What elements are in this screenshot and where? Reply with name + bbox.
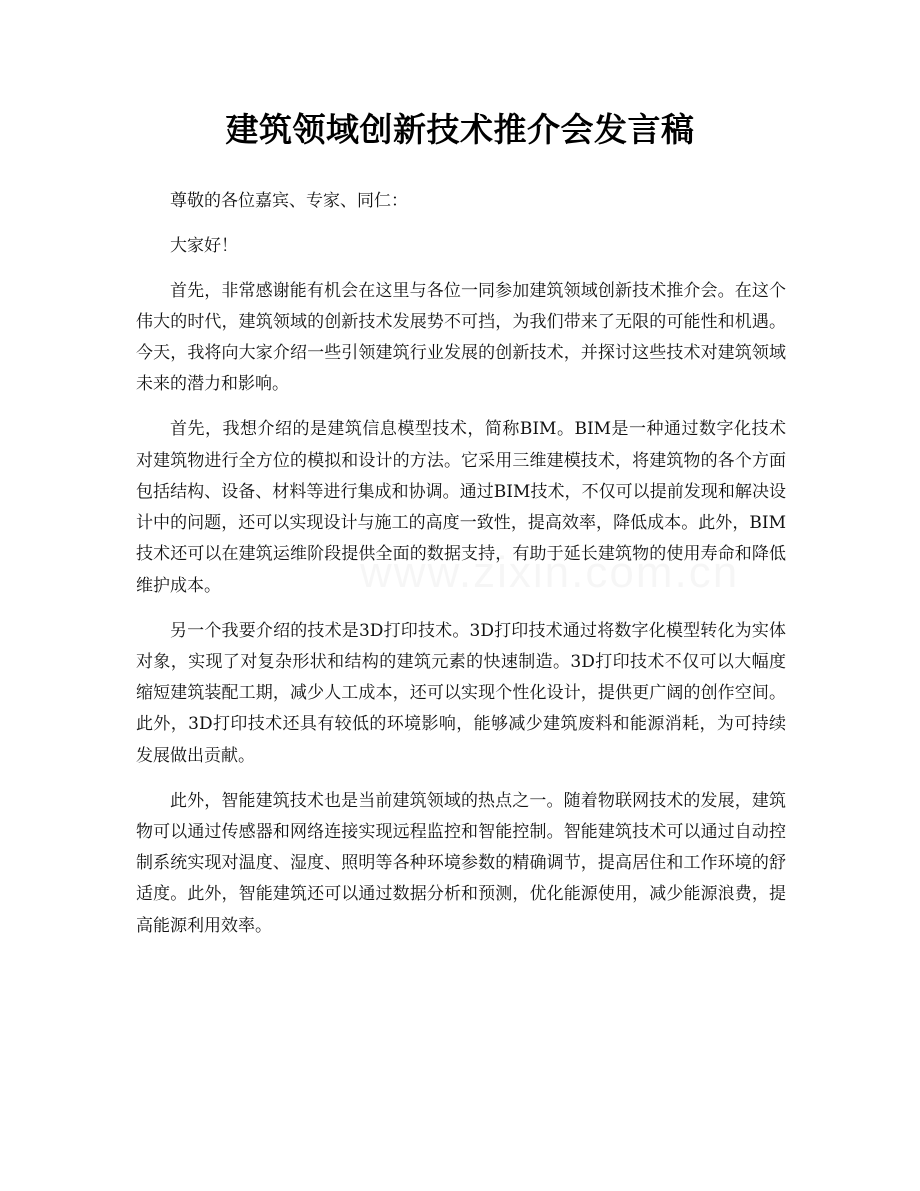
paragraph-intro: 首先，非常感谢能有机会在这里与各位一同参加建筑领域创新技术推介会。在这个伟大的时代，建筑领域的创新技术发展势不可挡，为我们带来了无限的可能性和机遇。今天，我将向大家介绍一些引领建筑行业发展的创新技术，并探讨这些技术对建筑领域未来的潜力和影响。 [136, 280, 786, 395]
greeting: 大家好！ [170, 235, 238, 256]
paragraph-3d-printing: 另一个我要介绍的技术是3D打印技术。3D打印技术通过将数字化模型转化为实体对象，实现了对复杂形状和结构的建筑元素的快速制造。3D打印技术不仅可以大幅度缩短建筑装配工期，减少人工成本，还可以实现个性化设计，提供更广阔的创作空间。此外，3D打印技术还具有较低的环境影响，能够减少建筑废料和能源消耗，为可持续发展做出贡献。 [136, 620, 786, 766]
document-title: 建筑领域创新技术推介会发言稿 [225, 110, 695, 149]
paragraph-smart-building: 此外，智能建筑技术也是当前建筑领域的热点之一。随着物联网技术的发展，建筑物可以通过传感器和网络连接实现远程监控和智能控制。智能建筑技术可以通过自动控制系统实现对温度、湿度、照明等各种环境参数的精确调节，提高居住和工作环境的舒适度。此外，智能建筑还可以通过数据分析和预测，优化能源使用，减少能源浪费，提高能源利用效率。 [136, 790, 786, 936]
document-body [136, 186, 786, 956]
paragraph-bim: 首先，我想介绍的是建筑信息模型技术，简称BIM。BIM是一种通过数字化技术对建筑物进行全方位的模拟和设计的方法。它采用三维建模技术，将建筑物的各个方面包括结构、设备、材料等进行集成和协调。通过BIM技术，不仅可以提前发现和解决设计中的问题，还可以实现设计与施工的高度一致性，提高效率，降低成本。此外，BIM技术还可以在建筑运维阶段提供全面的数据支持，有助于延长建筑物的使用寿命和降低维护成本。 [136, 419, 786, 596]
salutation: 尊敬的各位嘉宾、专家、同仁： [170, 191, 408, 211]
